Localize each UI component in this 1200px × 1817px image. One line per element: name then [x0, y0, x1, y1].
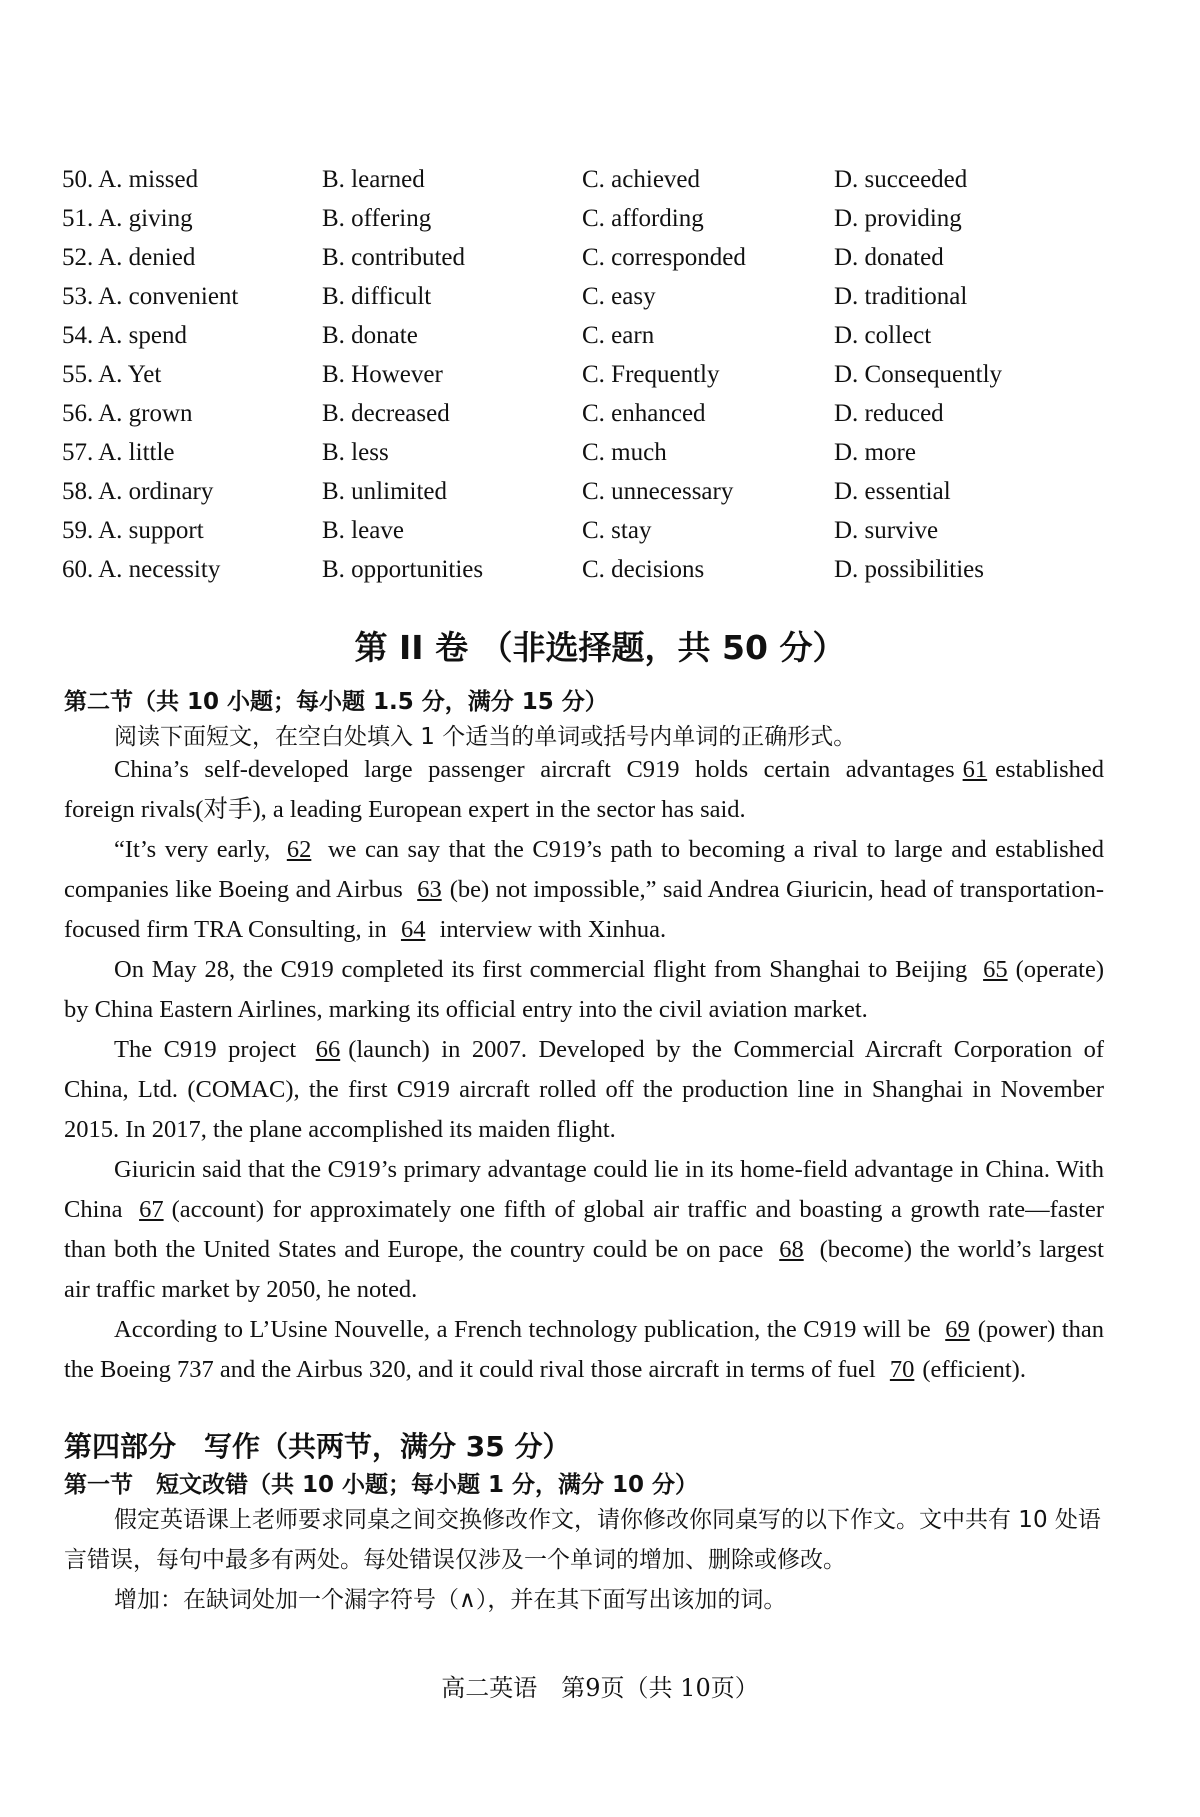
option-text: A. giving — [98, 204, 193, 232]
option-text: C. Frequently — [582, 360, 720, 388]
option-d[interactable] — [834, 517, 1134, 545]
option-b[interactable] — [322, 400, 582, 428]
option-c[interactable] — [582, 244, 834, 272]
option-text: A. necessity — [98, 555, 221, 583]
option-text: C. corresponded — [582, 243, 746, 271]
option-text: A. spend — [98, 321, 188, 349]
option-text: D. donated — [834, 243, 944, 271]
option-text: A. grown — [98, 399, 193, 427]
option-c[interactable] — [582, 166, 834, 194]
option-text: D. traditional — [834, 282, 968, 310]
passage — [64, 750, 1104, 1390]
option-b[interactable] — [322, 166, 582, 194]
passage-paragraph: China’s self-developed large passenger aircraft C919 holds certain advantages 61 established foreign rivals(对手), a leading European expert in the sector has said. — [64, 756, 1104, 823]
option-text: C. stay — [582, 516, 652, 544]
choice-row — [62, 550, 1142, 589]
question-number: 53. — [62, 282, 94, 310]
option-text: C. enhanced — [582, 399, 706, 427]
option-text: D. succeeded — [834, 165, 968, 193]
option-text: B. donate — [322, 321, 418, 349]
choice-row — [62, 160, 1142, 199]
blank-62[interactable]: 62 — [286, 836, 312, 863]
option-text: C. affording — [582, 204, 704, 232]
option-d[interactable] — [834, 400, 1134, 428]
question-number: 59. — [62, 516, 94, 544]
option-b[interactable] — [322, 244, 582, 272]
option-text: D. collect — [834, 321, 932, 349]
option-c[interactable] — [582, 556, 834, 584]
option-d[interactable] — [834, 439, 1134, 467]
option-b[interactable] — [322, 205, 582, 233]
blank-68[interactable]: 68 — [779, 1236, 804, 1263]
option-text: B. learned — [322, 165, 425, 193]
option-a[interactable] — [62, 400, 322, 428]
choice-row — [62, 277, 1142, 316]
option-d[interactable] — [834, 283, 1134, 311]
choice-row — [62, 199, 1142, 238]
option-a[interactable] — [62, 361, 322, 389]
choice-row — [62, 316, 1142, 355]
blank-69[interactable]: 69 — [945, 1316, 970, 1343]
choice-row — [62, 472, 1142, 511]
passage-paragraph: “It’s very early, 62 we can say that the C919’s path to becoming a rival to large and established companies like Boeing and Airbus 63 (be) not impossible,” said Andrea Giuricin, head of transportation-focused firm TRA Consulting, in 64 interview with Xinhua. — [64, 836, 1105, 943]
instruction: 阅读下面短文，在空白处填入 1 个适当的单词或括号内单词的正确形式。 — [114, 724, 857, 750]
blank-67[interactable]: 67 — [139, 1196, 164, 1223]
option-a[interactable] — [62, 556, 322, 584]
part4-header: 第四部分 写作（共两节，满分 35 分） — [64, 1430, 571, 1463]
option-text: B. unlimited — [322, 477, 447, 505]
option-b[interactable] — [322, 322, 582, 350]
option-text: D. providing — [834, 204, 962, 232]
question-number: 60. — [62, 555, 94, 583]
option-b[interactable] — [322, 283, 582, 311]
part4-subheader: 第一节 短文改错（共 10 小题；每小题 1 分，满分 10 分） — [64, 1472, 699, 1498]
option-d[interactable] — [834, 166, 1134, 194]
choice-table — [62, 160, 1142, 589]
part4-instruction-1: 假定英语课上老师要求同桌之间交换修改作文，请你修改你同桌写的以下作文。文中共有 10 处语言错误，每句中最多有两处。每处错误仅涉及一个单词的增加、删除或修改。 — [64, 1507, 1101, 1573]
option-a[interactable] — [62, 166, 322, 194]
choice-row — [62, 355, 1142, 394]
option-text: C. earn — [582, 321, 655, 349]
option-d[interactable] — [834, 478, 1134, 506]
question-number: 58. — [62, 477, 94, 505]
choice-row — [62, 511, 1142, 550]
option-a[interactable] — [62, 517, 322, 545]
option-text: A. little — [98, 438, 175, 466]
option-d[interactable] — [834, 361, 1134, 389]
option-text: A. support — [98, 516, 204, 544]
option-text: C. decisions — [582, 555, 705, 583]
option-d[interactable] — [834, 244, 1134, 272]
passage-paragraph: The C919 project 66 (launch) in 2007. Developed by the Commercial Aircraft Corporation of China, Ltd. (COMAC), the first C919 aircraft rolled off the production line in Shanghai in November 2015. In 2017, the plane accomplished its maiden flight. — [64, 1036, 1105, 1143]
passage-paragraph: According to L’Usine Nouvelle, a French technology publication, the C919 will be 69 (power) than the Boeing 737 and the Airbus 320, and it could rival those aircraft in terms of fuel 70 (efficient). — [64, 1316, 1105, 1383]
option-text: B. opportunities — [322, 555, 484, 583]
option-text: A. missed — [98, 165, 199, 193]
option-a[interactable] — [62, 439, 322, 467]
option-text: A. denied — [98, 243, 196, 271]
option-text: B. less — [322, 438, 389, 466]
option-text: C. much — [582, 438, 667, 466]
choice-row — [62, 238, 1142, 277]
option-d[interactable] — [834, 322, 1134, 350]
section-title: 第 II 卷 （非选择题，共 50 分） — [354, 628, 846, 667]
question-number: 52. — [62, 243, 94, 271]
choice-row — [62, 433, 1142, 472]
passage-paragraph: Giuricin said that the C919’s primary advantage could lie in its home-field advantage in China. With China 67 (account) for approximately one fifth of global air traffic and boasting a growth rate—faster than both the United States and Europe, the country could be on pace 68 (become) the world’s largest air traffic market by 2050, he noted. — [64, 1156, 1104, 1303]
option-c[interactable] — [582, 478, 834, 506]
option-d[interactable] — [834, 205, 1134, 233]
option-a[interactable] — [62, 244, 322, 272]
blank-64[interactable]: 64 — [400, 916, 426, 943]
option-text: A. Yet — [98, 360, 162, 388]
option-text: D. reduced — [834, 399, 944, 427]
option-b[interactable] — [322, 439, 582, 467]
option-c[interactable] — [582, 400, 834, 428]
question-number: 57. — [62, 438, 94, 466]
option-a[interactable] — [62, 205, 322, 233]
question-number: 50. — [62, 165, 94, 193]
option-b[interactable] — [322, 556, 582, 584]
option-c[interactable] — [582, 361, 834, 389]
option-c[interactable] — [582, 517, 834, 545]
option-c[interactable] — [582, 439, 834, 467]
passage-paragraph: On May 28, the C919 completed its first commercial flight from Shanghai to Beijing 65 (operate) by China Eastern Airlines, marking its official entry into the civil aviation market. — [64, 956, 1105, 1023]
option-text: D. more — [834, 438, 916, 466]
blank-70[interactable]: 70 — [889, 1356, 915, 1383]
part4-instruction-2: 增加：在缺词处加一个漏字符号（∧），并在其下面写出该加的词。 — [114, 1587, 787, 1613]
option-b[interactable] — [322, 361, 582, 389]
option-c[interactable] — [582, 322, 834, 350]
option-text: C. easy — [582, 282, 656, 310]
choice-row — [62, 394, 1142, 433]
option-text: D. essential — [834, 477, 951, 505]
blank-66[interactable]: 66 — [315, 1036, 341, 1063]
section-header: 第二节（共 10 小题；每小题 1.5 分，满分 15 分） — [64, 689, 608, 715]
option-text: B. difficult — [322, 282, 432, 310]
option-text: A. ordinary — [98, 477, 214, 505]
blank-61[interactable]: 61 — [962, 756, 988, 783]
question-number: 54. — [62, 321, 94, 349]
blank-63[interactable]: 63 — [417, 876, 442, 903]
question-number: 51. — [62, 204, 94, 232]
option-b[interactable] — [322, 517, 582, 545]
page-footer: 高二英语 第9页（共 10页） — [441, 1674, 759, 1702]
option-c[interactable] — [582, 205, 834, 233]
option-text: D. Consequently — [834, 360, 1003, 388]
option-b[interactable] — [322, 478, 582, 506]
option-a[interactable] — [62, 322, 322, 350]
part4-instructions — [64, 1500, 1104, 1620]
option-text: C. unnecessary — [582, 477, 734, 505]
blank-65[interactable]: 65 — [983, 956, 1008, 983]
option-text: B. contributed — [322, 243, 466, 271]
option-text: D. survive — [834, 516, 939, 544]
option-text: A. convenient — [98, 282, 239, 310]
option-a[interactable] — [62, 283, 322, 311]
option-text: B. decreased — [322, 399, 450, 427]
option-text: C. achieved — [582, 165, 701, 193]
option-text: B. However — [322, 360, 443, 388]
option-a[interactable] — [62, 478, 322, 506]
option-text: D. possibilities — [834, 555, 985, 583]
option-c[interactable] — [582, 283, 834, 311]
question-number: 56. — [62, 399, 94, 427]
question-number: 55. — [62, 360, 94, 388]
option-text: B. leave — [322, 516, 404, 544]
option-d[interactable] — [834, 556, 1134, 584]
option-text: B. offering — [322, 204, 432, 232]
